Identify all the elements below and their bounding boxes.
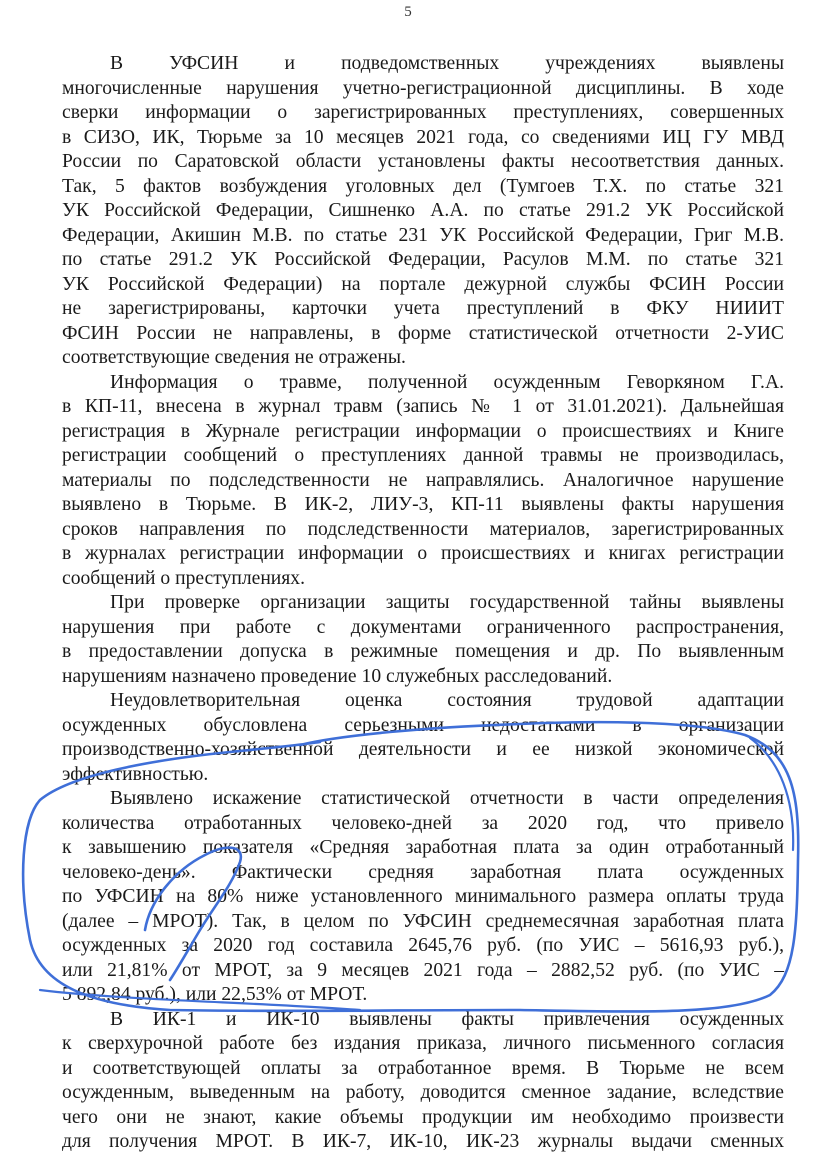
text-line: России по Саратовской области установлены факты несоответствия данных. <box>62 151 784 172</box>
text-line: Информация о травме, полученной осужденным Геворкяном Г.А. <box>110 371 784 393</box>
text-line: многочисленные нарушения учетно-регистрационной дисциплины. В ходе <box>62 77 784 99</box>
text-line: УК Российской Федерации, Сишненко А.А. по статье 291.2 УК Российской <box>62 200 784 221</box>
paragraph <box>62 787 784 1008</box>
paragraph <box>62 52 784 371</box>
text-line: выявлено в Тюрьме. В ИК-2, ЛИУ-3, КП-11 выявлены факты нарушения <box>62 494 784 515</box>
text-line: Выявлено искажение статистической отчетности в части определения <box>110 788 784 809</box>
text-line: осужденных за 2020 год составила 2645,76 руб. (по УИС – 5616,93 руб.), <box>62 935 784 956</box>
text-line: не зарегистрированы, карточки учета преступлений в ФКУ НИИИТ <box>62 298 784 319</box>
text-line: в КП-11, внесена в журнал травм (запись № 1 от 31.01.2021). Дальнейшая <box>62 396 784 417</box>
page-number: 5 <box>404 4 412 20</box>
text-line: Так, 5 фактов возбуждения уголовных дел (Тумгоев Т.Х. по статье 321 <box>62 175 784 197</box>
text-line: Федерации, Акишин М.В. по статье 231 УК Российской Федерации, Григ М.В. <box>62 224 784 246</box>
text-line: нарушения при работе с документами ограниченного распространения, <box>62 616 784 638</box>
text-line: сверки информации о зарегистрированных преступлениях, совершенных <box>62 102 784 123</box>
text-line: УК Российской Федерации) на портале дежурной службы ФСИН России <box>62 273 784 295</box>
text-line: эффективностью. <box>62 763 209 785</box>
text-line: нарушениям назначено проведение 10 служебных расследований. <box>62 665 613 687</box>
text-line: соответствующие сведения не отражены. <box>62 347 406 368</box>
text-line: регистрация в Журнале регистрации информации о происшествиях и Книге <box>62 420 784 442</box>
text-line: по УФСИН на 80% ниже установленного минимального размера оплаты труда <box>62 886 784 907</box>
text-line: количества отработанных человеко-дней за 2020 год, что привело <box>62 812 784 834</box>
text-line: человеко-день». Фактически средняя заработная плата осужденных <box>62 861 784 883</box>
paragraph <box>62 371 784 592</box>
text-line: 5 892,84 руб.), или 22,53% от МРОТ. <box>62 984 368 1005</box>
text-line: (далее – МРОТ). Так, в целом по УФСИН среднемесячная заработная плата <box>62 910 784 932</box>
document-body <box>62 52 784 1155</box>
text-line: в СИЗО, ИК, Тюрьме за 10 месяцев 2021 года, со сведениями ИЦ ГУ МВД <box>62 126 784 148</box>
text-line: или 21,81% от МРОТ, за 9 месяцев 2021 года – 2882,52 руб. (по УИС – <box>62 959 784 981</box>
text-line: сроков направления по подследственности материалов, зарегистрированных <box>62 518 784 540</box>
text-line: производственно-хозяйственной деятельности и ее низкой экономической <box>62 739 784 760</box>
text-line: осужденных обусловлена серьезными недостатками в организации <box>62 714 784 736</box>
text-line: ФСИН России не направлены, в форме статистической отчетности 2-УИС <box>62 322 784 344</box>
text-line: и соответствующей оплаты за отработанное время. В Тюрьме не всем <box>62 1057 784 1079</box>
paragraph <box>62 591 784 689</box>
text-line: сообщений о преступлениях. <box>62 567 305 589</box>
text-line: В УФСИН и подведомственных учреждениях выявлены <box>110 53 784 74</box>
text-line: материалы по подследственности не направлялись. Аналогичное нарушение <box>62 469 784 491</box>
paragraph <box>62 1008 784 1155</box>
text-line: в журналах регистрации информации о происшествиях и книгах регистрации <box>62 543 784 564</box>
text-line: регистрации сообщений о преступлениях данной травмы не производилась, <box>62 445 784 466</box>
text-line: к завышению показателя «Средняя заработная плата за один отработанный <box>62 837 784 858</box>
text-line: по статье 291.2 УК Российской Федерации, Расулов М.М. по статье 321 <box>62 249 784 270</box>
text-line: осужденным, выведенным на работу, доводится сменное задание, вследствие <box>62 1082 784 1103</box>
text-line: Неудовлетворительная оценка состояния трудовой адаптации <box>110 690 784 711</box>
text-line: для получения МРОТ. В ИК-7, ИК-10, ИК-23 журналы выдачи сменных <box>62 1131 784 1152</box>
paragraph <box>62 689 784 787</box>
text-line: к сверхурочной работе без издания приказа, личного письменного согласия <box>62 1033 784 1054</box>
text-line: При проверке организации защиты государственной тайны выявлены <box>110 592 784 613</box>
text-line: чего они не знают, какие объемы продукции им необходимо произвести <box>62 1106 784 1128</box>
text-line: в предоставлении допуска в режимные помещения и др. По выявленным <box>62 641 784 662</box>
text-line: В ИК-1 и ИК-10 выявлены факты привлечения осужденных <box>110 1008 784 1030</box>
